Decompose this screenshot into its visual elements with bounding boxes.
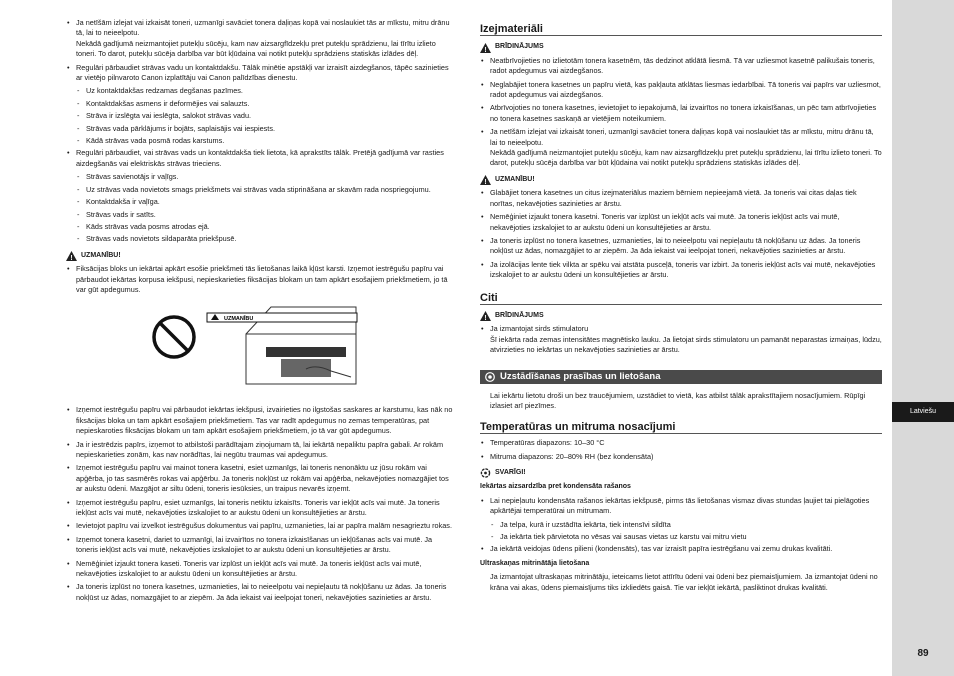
list-item: - Kontaktdakša ir vaļīga. [66, 197, 456, 207]
list-item: • Izņemot iestrēgušu papīru vai mainot tonera kasetni, esiet uzmanīgs, lai toneris nenonāktu uz jūsu rokām vai apģērba, jo tas sasmērēs rokas vai apģērbu. Ja toneris nokļūst uz rokām vai apģērba, nekavējoties nomazgājiet tos ar aukstu ūdeni. Mazgājot ar siltu ūdeni, toneris iesūksies, un traipus nevarēs izņemt. [66, 463, 456, 494]
list-item: • Ja netīšām izlejat vai izkaisāt toneri, uzmanīgi savāciet tonera daļiņas kopā vai noslaukiet tās ar mīkstu, mitru drānu tā, lai to neieelpotu. Nekādā gadījumā neizmantojiet putekļu sūcēju, kam nav aizsargfīdzekļu pret putekļu sprādzienu, lai tīrītu izlieto toneri. To darot, putekļu sūcēja darbība var būt kļūdaina vai notikt putekļu sprādziens statiskās izlādes dēļ. [66, 18, 456, 60]
list-item: - Ja telpa, kurā ir uzstādīta iekārta, tiek intensīvi sildīta [480, 520, 882, 530]
list-item: - Uz kontaktdakšas redzamas degšanas pazīmes. [66, 86, 456, 96]
humidifier-paragraph: Ja izmantojat ultraskaņas mitrinātāju, ieteicams lietot attīrītu ūdeni vai ūdeni bez piemaisījumiem. Ja izmantojat ūdeni no krāna vai akas, ūdens piemaisījums tiks izkliedēts gaisā. Tie var iekļūt iekārtā, pasliktinot drukas kvalitāti. [490, 572, 878, 592]
svg-text:!: ! [70, 254, 73, 261]
warning-triangle-icon [480, 175, 491, 185]
list-item: • Regulāri pārbaudiet strāvas vadu un kontaktdakšu. Tālāk minētie apstākļi var izraisīt aizdegšanos, tāpēc sazinieties ar vietējo pilnvaroto Canon izplatītāju vai Canon palīdzības dienestu. [66, 63, 456, 84]
caution-heading: ! UZMANĪBU! [480, 175, 882, 185]
list-item: • Ja izolācijas lente tiek vilkta ar spēku vai atstāta pusceļā, toneris var izbirt. Ja toneris iekļūst acīs vai mutē, nekavējoties izskalojiet to ar aukstu ūdeni un konsultējieties ar ārstu. [480, 260, 882, 281]
figure-label: UZMANĪBU [224, 316, 254, 323]
fixing-unit-illustration [66, 299, 456, 399]
list-item: • Fiksācijas bloks un iekārtai apkārt esošie priekšmeti tās lietošanas laikā kļūst karsti. Izņemot iestrēgušu papīru vai pārbaudot iekārtas korpusa iekšpusi, nepieskarieties fiksācijas blokam un tam apkārt esošajiem priekšmetiem, jo tā var gūt apdegumus. [66, 264, 456, 295]
section-heading-other: Citi [480, 293, 882, 305]
svg-text:!: ! [484, 179, 487, 186]
list-item: • Temperatūras diapazons: 10–30 °C [480, 438, 882, 448]
intro-paragraph: Lai iekārtu lietotu droši un bez traucējumiem, uzstādiet to vietā, kas atbilst tālāk aprakstītajiem nosacījumiem. Rūpīgi izlasiet arī piezīmes. [490, 390, 866, 411]
svg-text:!: ! [484, 315, 487, 322]
list-item: • Izņemot iestrēgušu papīru, esiet uzmanīgs, lai toneris netiktu izkaisīts. Toneris var iekļūt acīs vai mutē. Ja toneris iekļūst acīs vai mutē, nekavējoties izskalojiet to ar aukstu ūdeni un konsultējieties ar ārstu. [66, 498, 456, 519]
list-item: • Lai nepieļautu kondensāta rašanos iekārtas iekšpusē, pirms tās lietošanas vismaz divas stundas ļaujiet tai pielāgoties apkārtējai temperatūrai un mitrumam. [480, 496, 882, 517]
left-column [66, 18, 456, 606]
list-item: - Kādā strāvas vada posmā rodas karstums. [66, 136, 456, 146]
list-item: • Izņemot tonera kasetni, dariet to uzmanīgi, lai izvairītos no tonera izkaisīšanas un iekļūšanas acīs vai mutē. Ja toneris iekļūst acīs vai mutē, nekavējoties izskalojiet to ar aukstu ūdeni un konsultējieties ar ārstu. [66, 535, 456, 556]
list-item: • Ja iekārtā veidojas ūdens pilieni (kondensāts), tas var izraisīt papīra iestrēgšanu vai zemu drukas kvalitāti. [480, 544, 882, 554]
list-item: • Neatbrīvojieties no izlietotām tonera kasetnēm, tās dedzinot atklātā liesmā. Tā var uzliesmot kasetnē palikušais toneris, radot apdegumus vai aizdegšanos. [480, 56, 882, 77]
important-icon [480, 468, 491, 478]
warning-heading: ! BRĪDINĀJUMS [480, 311, 882, 321]
warning-heading: ! BRĪDINĀJUMS [480, 42, 882, 52]
list-item: • Neglabājiet tonera kasetnes un papīru vietā, kas pakļauta atklātas liesmas iedarbībai. Tā toneris vai papīrs var uzliesmot, radot apdegumus vai aizdegšanos. [480, 80, 882, 101]
warning-triangle-icon [480, 43, 491, 53]
list-item: • Regulāri pārbaudiet, vai strāvas vads un kontaktdakša tiek lietota, kā aprakstīts tālāk. Pretējā gadījumā var rasties aizdegšanās vai elektriskās strāvas trieciens. [66, 148, 456, 169]
warning-triangle-icon [66, 251, 77, 261]
list-item: - Strāvas vada pārklājums ir bojāts, saplaisājis vai iespiests. [66, 124, 456, 134]
list-item: • Atbrīvojoties no tonera kasetnes, ievietojiet to iepakojumā, lai izvairītos no tonera izkaisīšanas, un pēc tam atbrīvojieties no tonera kasetnes saskaņā ar vietējiem noteikumiem. [480, 103, 882, 124]
printer-hot-warning-illustration [66, 299, 456, 399]
list-item: • Ja ir iestrēdzis papīrs, izņemot to atbilstoši parādītajam ziņojumam tā, lai iekārtā nepaliktu papīra gabali. Ar rokām nepieskarieties zonām, kas nav norādītas, lai negūtu traumas vai apdegumus. [66, 440, 456, 461]
svg-text:!: ! [484, 46, 487, 53]
list-item: - Kāds strāvas vada posms atrodas ejā. [66, 222, 456, 232]
subheading-humidifier: Ultraskaņas mitrinātāja lietošana [480, 559, 590, 567]
list-item: • Ja toneris izplūst no tonera kasetnes, uzmanieties, lai to neieelpotu vai nepieļautu tā nokļūšanu uz ādas. Ja toneris nokļūst uz ādas, nomazgājiet to ar ziepēm. Ja āda iekaist vai ieelpojat toneri, nekavējoties sazinieties ar ārstu. [66, 582, 456, 603]
list-item: - Strāvas vads ir satīts. [66, 210, 456, 220]
list-item: • Ievietojot papīru vai izvelkot iestrēgušus dokumentus vai papīru, uzmanieties, lai ar papīra malām nesagrieztu rokas. [66, 521, 456, 531]
list-item: - Strāvas vads novietots sildaparāta priekšpusē. [66, 234, 456, 244]
settings-circle-icon [485, 372, 495, 382]
right-column [480, 18, 882, 597]
list-item: • Mitruma diapazons: 20–80% RH (bez kondensāta) [480, 452, 882, 462]
list-item: • Ja toneris izplūst no tonera kasetnes, uzmanieties, lai to neieelpotu vai nepieļautu tā nokļūšanu uz ādas. Ja toneris nokļūst uz ādas, nomazgājiet to ar ziepēm. Ja āda iekaist vai ieelpojat toneri, nekavējoties sazinieties ar ārstu. [480, 236, 882, 257]
list-item: • Ja izmantojat sirds stimulatoru Šī iekārta rada zemas intensitātes magnētisko lauku. Ja lietojat sirds stimulatoru un pamanāt neparastas izmaiņas, lūdzu, atvirzieties no iekārtas un nekavējoties sazinieties ar ārstu. [480, 324, 882, 355]
list-item: • Nemēģiniet izjaukt tonera kaseti. Toneris var izplūst un iekļūt acīs vai mutē. Ja toneris iekļūst acīs vai mutē, nekavējoties izskalojiet to ar aukstu ūdeni un konsultējieties ar ārstu. [66, 559, 456, 580]
list-item: - Ja iekārta tiek pārvietota no vēsas vai sausas vietas uz karstu vai mitru vietu [480, 532, 882, 542]
list-item: • Ja netīšām izlejat vai izkaisāt toneri, uzmanīgi savāciet tonera daļiņas kopā vai noslaukiet tās ar mīkstu, mitru drānu tā, lai to neieelpotu. Nekādā gadījumā neizmantojiet putekļu sūcēju, kam nav aizsargfīdzekļu pret putekļu sprādzienu, lai tīrītu izlieto toneri. To darot, putekļu sūcēja darbība var būt kļūdaina vai notikt putekļu sprādziens statiskās izlādes dēļ. [480, 127, 882, 169]
section-bar-installation: Uzstādīšanas prasības un lietošana [480, 370, 882, 384]
list-item: - Uz strāvas vada novietots smags priekšmets vai strāvas vada stiprināšana ar skavām rada nospriegojumu. [66, 185, 456, 195]
list-item: - Kontaktdakšas asmens ir deformējies vai salauzts. [66, 99, 456, 109]
list-item: • Nemēģiniet izjaukt tonera kasetni. Toneris var izplūst un iekļūt acīs vai mutē. Ja toneris iekļūst acīs vai mutē, nekavējoties izskalojiet to ar aukstu ūdeni un konsultējieties ar ārstu. [480, 212, 882, 233]
language-tab: Latviešu [892, 402, 954, 422]
side-tab-strip [892, 0, 954, 676]
page-number: 89 [917, 648, 929, 659]
list-item: - Strāva ir izslēgta vai ieslēgta, salokot strāvas vadu. [66, 111, 456, 121]
list-item: • Glabājiet tonera kasetnes un citus izejmateriālus maziem bērniem nepieejamā vietā. Ja toneris vai citas daļas tiek norītas, nekavējoties sazinieties ar ārstu. [480, 188, 882, 209]
warning-triangle-icon [480, 311, 491, 321]
section-heading-supplies: Izejmateriāli [480, 24, 882, 36]
important-heading: SVARĪGI! [480, 468, 882, 478]
subheading-condensation: Iekārtas aizsardzība pret kondensāta rašanos [480, 483, 631, 491]
caution-heading: ! UZMANĪBU! [66, 251, 456, 261]
list-item: - Strāvas savienotājs ir vaļīgs. [66, 172, 456, 182]
section-heading-temperature: Temperatūras un mitruma nosacījumi [480, 422, 882, 434]
list-item: • Izņemot iestrēgušu papīru vai pārbaudot iekārtas iekšpusi, izvairieties no ilgstošas saskares ar karstumu, kas nāk no fiksācijas bloka un tam apkārt esošajiem priekšmetiem. Tas var radīt apdegumus no zemas temperatūras, pat nepieskaroties fiksācijas blokam un tam apkārt esošajiem priekšmetiem, jo tā var gūt apdegumus. [66, 405, 456, 436]
